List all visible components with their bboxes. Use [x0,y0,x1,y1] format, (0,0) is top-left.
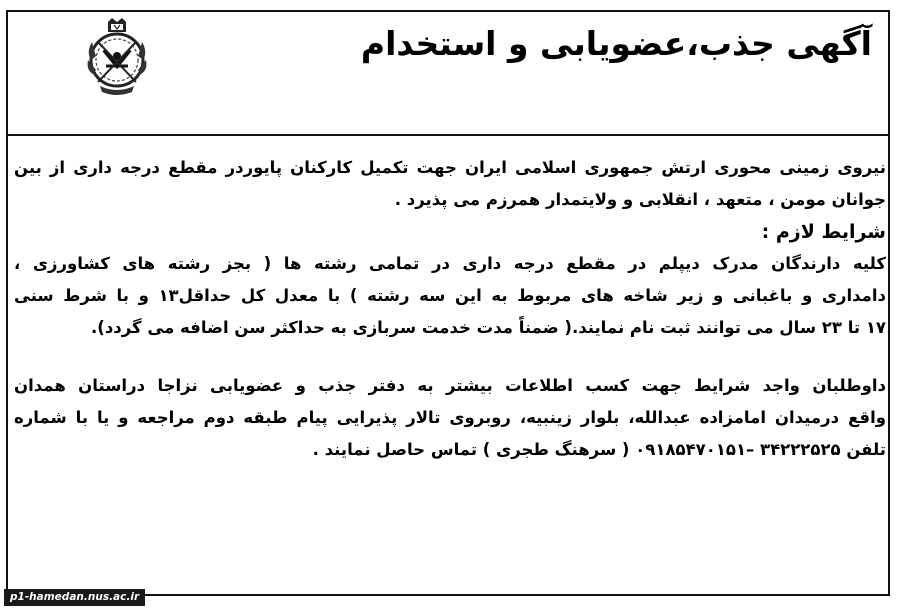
requirements-line-2: دامداری و باغبانی و زیر شاخه های مربوط به این سه رشته ) با معدل کل حداقل۱۳ و با شرط سنی [14,286,886,305]
requirements-line-1: کلیه دارندگان مدرک دیپلم در مقطع درجه داری در تمامی رشته ها ( بجز رشته های کشاورزی ، [14,254,886,273]
army-emblem-icon [74,16,160,96]
requirements-line-3: ۱۷ تا ۲۳ سال می توانند ثبت نام نمایند.( ضمناً مدت خدمت سربازی به حداکثر سن اضافه می گردد). [91,318,886,337]
contact-line-2: واقع درمیدان امامزاده عبدالله، بلوار زینبیه، روبروی تالار پذیرایی پیام طبقه دوم مراجعه و یا با شماره [14,408,886,427]
contact-line-1: داوطلبان واجد شرایط جهت کسب اطلاعات بیشتر به دفتر جذب و عضویابی نزاجا دراستان همدان [14,376,886,395]
ad-body [14,152,886,466]
paragraph-gap [14,344,886,370]
site-watermark: p1-hamedan.nus.ac.ir [4,589,145,606]
header-divider [6,134,890,136]
ad-title: آگهی جذب،عضویابی و استخدام [360,24,872,63]
intro-line-2: جوانان مومن ، متعهد ، انقلابی و ولایتمدار همرزم می پذیرد . [394,190,886,209]
requirements-heading: شرایط لازم : [761,221,886,243]
intro-line-1: نیروی زمینی محوری ارتش جمهوری اسلامی ایران جهت تکمیل کارکنان پایوردر مقطع درجه داری از بین [14,158,886,177]
contact-line-3: تلفن ۳۴۲۲۲۵۲۵ –۰۹۱۸۵۴۷۰۱۵۱ ( سرهنگ طجری ) تماس حاصل نمایند . [312,440,886,459]
